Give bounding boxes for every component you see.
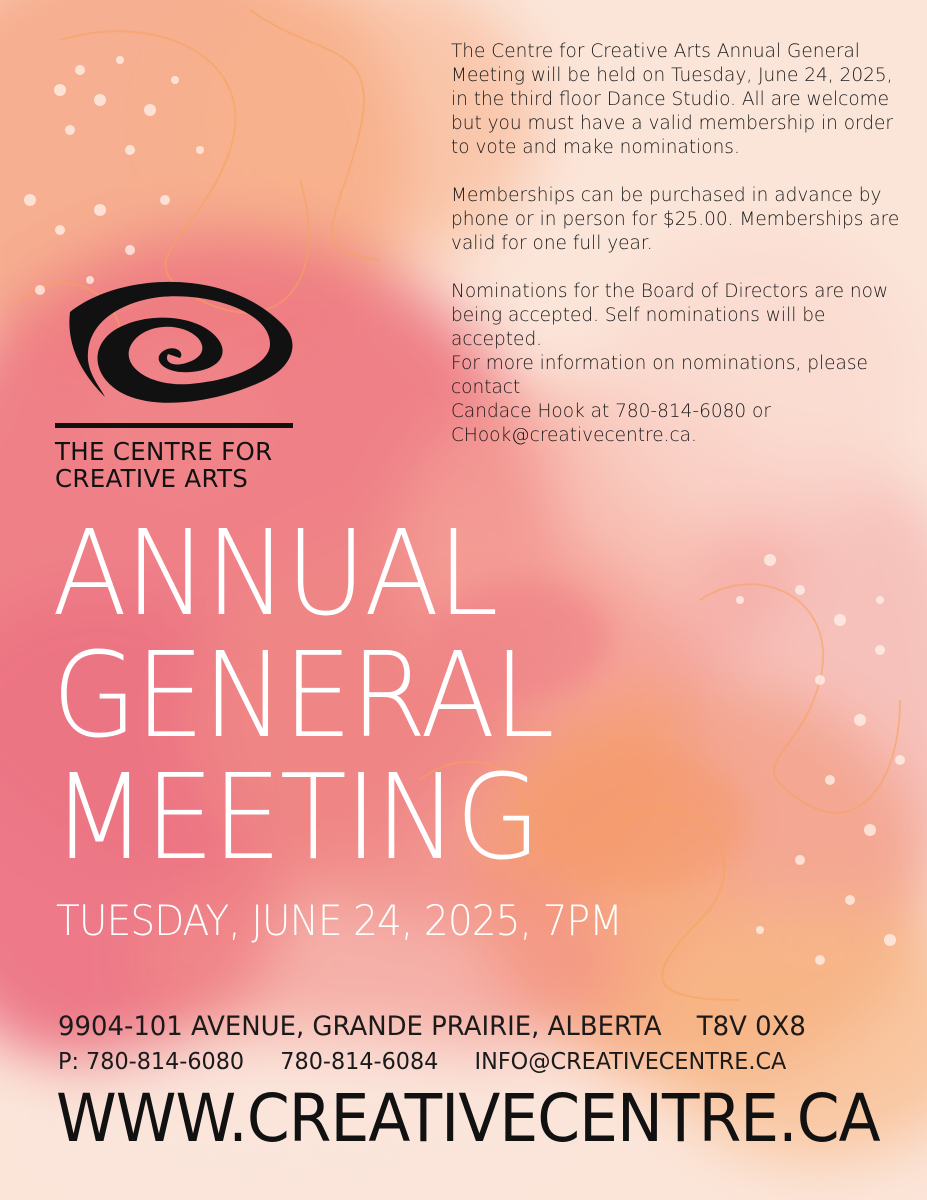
logo-line-2: CREATIVE ARTS bbox=[55, 464, 249, 493]
title-line-1: ANNUAL bbox=[52, 504, 497, 642]
membership-info: Memberships can be purchased in advance by phone or in person for $25.00. Memberships are valid for one full year. bbox=[451, 185, 900, 254]
phone-secondary[interactable]: 780-814-6084 bbox=[280, 1049, 439, 1075]
phone-primary[interactable]: P: 780-814-6080 bbox=[58, 1049, 245, 1075]
contact-person: Candace Hook at 780-814-6080 or bbox=[451, 401, 771, 422]
spiral-logo-icon bbox=[60, 272, 300, 422]
meeting-details bbox=[451, 40, 901, 448]
logo-divider bbox=[55, 423, 293, 428]
meeting-description: The Centre for Creative Arts Annual General Meeting will be held on Tuesday, June 24, 2025, in the third floor Dance Studio. All are welcome but you must have a valid membership in order to vote and make nominations. bbox=[451, 41, 894, 158]
postal-code: T8V 0X8 bbox=[696, 1011, 806, 1042]
centre-logo bbox=[60, 272, 300, 426]
logo-wordmark bbox=[55, 438, 305, 492]
contact-email[interactable]: CHook@creativecentre.ca. bbox=[451, 425, 697, 446]
title-line-3: MEETING bbox=[52, 748, 539, 886]
address-line bbox=[58, 1011, 845, 1042]
title-line-2: GENERAL bbox=[52, 626, 553, 764]
nominations-info: Nominations for the Board of Directors are now being accepted. Self nominations will be accepted. bbox=[451, 281, 889, 350]
event-date: TUESDAY, JUNE 24, 2025, 7PM bbox=[56, 896, 622, 945]
nominations-contact-intro: For more information on nominations, please contact bbox=[451, 353, 868, 398]
website-link[interactable]: WWW.CREATIVECENTRE.CA bbox=[56, 1080, 880, 1157]
event-title bbox=[52, 504, 647, 886]
contact-line bbox=[58, 1049, 853, 1075]
info-email[interactable]: INFO@CREATIVECENTRE.CA bbox=[474, 1049, 787, 1075]
street-address: 9904-101 AVENUE, GRANDE PRAIRIE, ALBERTA bbox=[58, 1011, 662, 1042]
logo-line-1: THE CENTRE FOR bbox=[55, 437, 273, 466]
